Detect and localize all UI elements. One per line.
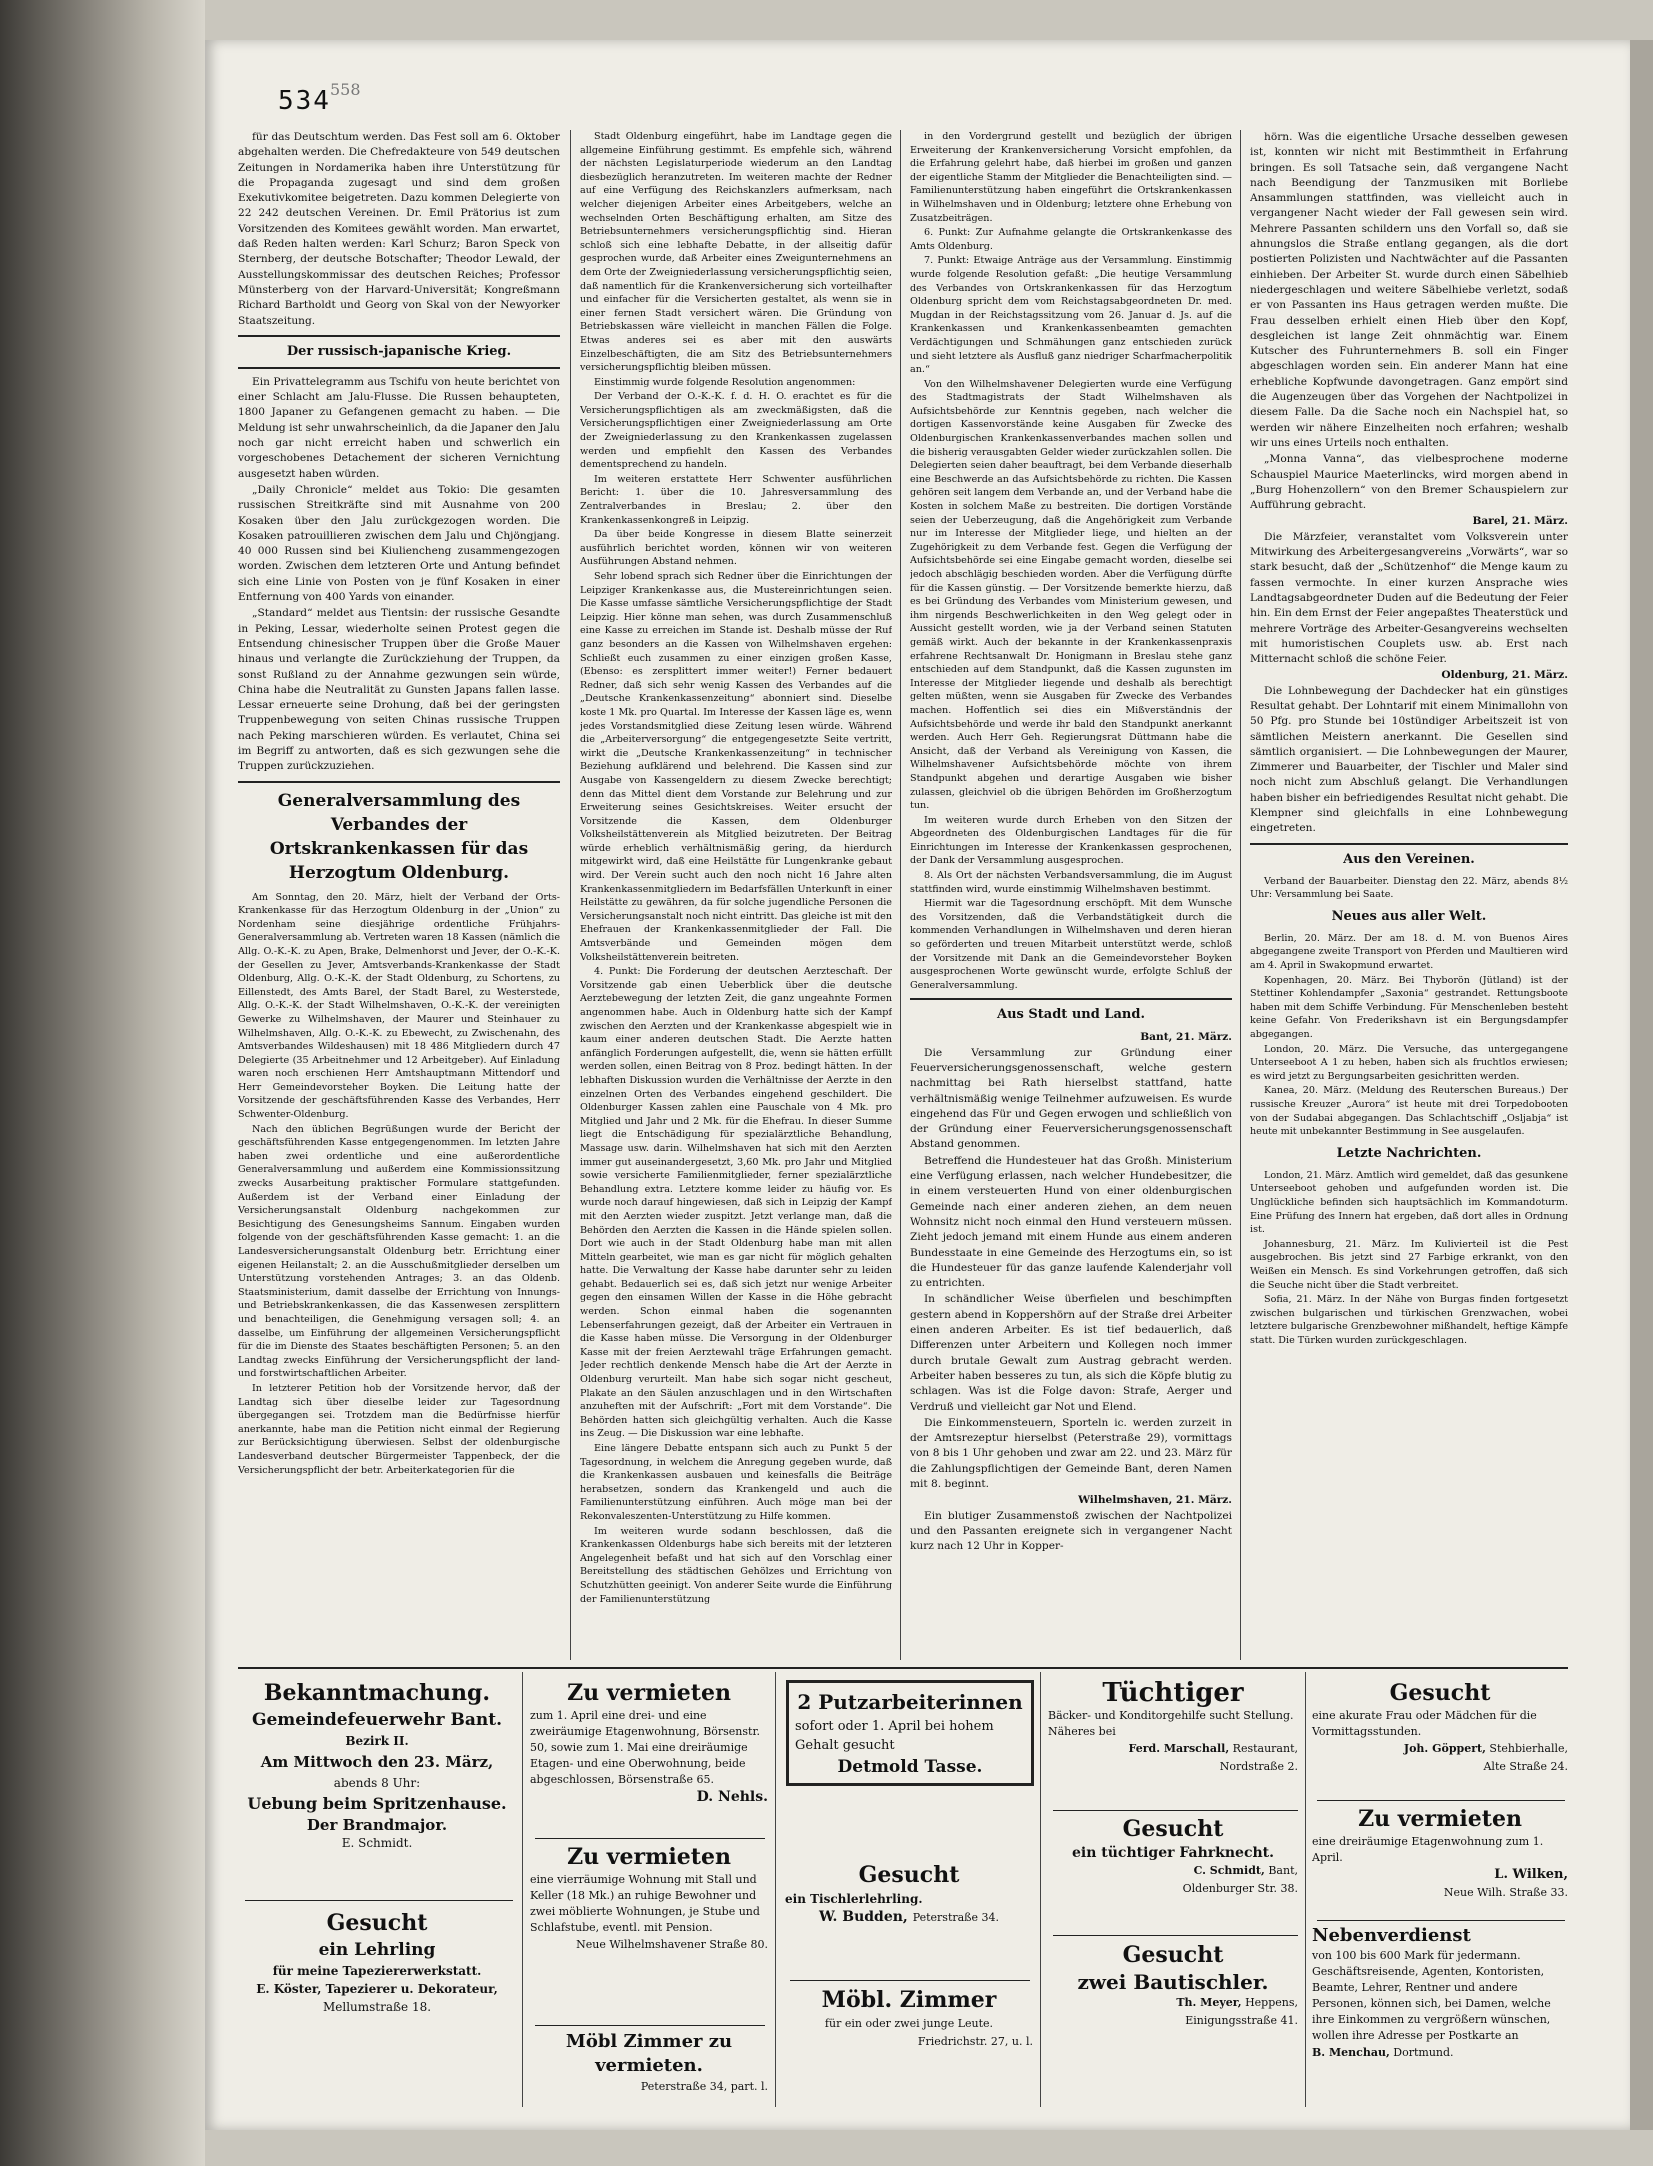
ad-rule [775, 1672, 776, 2107]
section-heading: Aus den Vereinen. [1343, 851, 1475, 867]
ad-body: eine vierräumige Wohnung mit Stall und Keller (18 Mk.) an ruhige Bewohner und zwei möblierte Wohnungen, je Stube und Schlafstube, eventl. mit Pension. [530, 1873, 760, 1934]
ads-top-rule [238, 1667, 1568, 1669]
ad-sign: L. Wilken, [1494, 1867, 1568, 1882]
ad-feuerwehr [238, 1678, 516, 1852]
dateline: Barel, 21. März. [1472, 515, 1568, 528]
ad-line: Uebung beim Spritzenhause. [247, 1794, 507, 1813]
ad-title: Gesucht [1122, 1942, 1224, 1968]
ad-sign [785, 1908, 1033, 1927]
ad-address: Einigungsstraße 41. [1185, 2014, 1298, 2027]
article-text: Die Einkommensteuern, Sporteln ic. werden zurzeit in der Amtsrezeptur hierselbst (Peterstraße 29), vormittags von 8 bis 1 Uhr gehoben und zwar am 22. und 23. März für die Zahlungspflichtigen der Gemeinde Bant, deren Namen mit 8. beginnt. [910, 1416, 1232, 1491]
ad-frau-maedchen [1312, 1678, 1568, 1776]
ad-line: abends 8 Uhr: [333, 1776, 421, 1790]
ad-sign: Detmold Tasse. [837, 1757, 983, 1777]
ad-title: Möbl. Zimmer [821, 1987, 997, 2013]
article-text: 4. Punkt: Die Forderung der deutschen Aerzteschaft. Der Vorsitzende gab einen Ueberblick über die deutsche Aerztebewegung der letzten Zeit, die ganz ungeahnte Formen angenommen habe. Auch in Oldenburg hatte sich der Kampf zwischen den Aerzten und der Krankenkasse abgespielt wie in kaum einer anderen deutschen Stadt. Die Aerzte hatten anfänglich Forderungen aufgestellt, die, wenn sie hätten erfüllt werden sollen, einen Beitrag von 8 Proz. bedingt hätten. In der lebhaften Diskussion wurden die Verhältnisse der Aerzte in den einzelnen Orten des Verbandes eingehend geschildert. Die Oldenburger Kassen zahlen eine Pauschale von 4 Mk. pro Mitglied und Jahr und 2 Mk. für die Ehefrau. In dieser Summe liegt die Entschädigung für spezialärztliche Behandlung, Massage usw. darin. Wilhelmshaven hat sich mit den Aerzten immer gut auseinandergesetzt, 3,60 Mk. pro Jahr und Mitglied sowie versicherte Familienmitglieder, ferner spezialärztliche Behandlung extra. Letztere komme leider zu häufig vor. Es wurde noch darauf hingewiesen, daß sich in Leipzig der Kampf mit den Aerzten wieder zuspitzt. Jetzt verlange man, daß die Behörden den Aerzten die Kassen in die Hände spielen sollen. Dort wie auch in der Stadt Oldenburg habe man mit allen Mitteln gearbeitet, wie man es gar nicht für möglich gehalten hatte. Die Verwaltung der Kasse habe darunter sehr zu leiden gehabt. Bedauerlich sei es, daß sich jetzt nur wenige Arbeiter gegen den einsamen Willen der Kasse in die Höhe gebracht werden. Schon einmal haben die sogenannten Lebenserfahrungen gezeigt, daß der Arbeiter ein Vertrauen in die Kasse haben müsse. Die Versorgung in der Oldenburger Kasse mit der freien Aerztewahl träge Erfahrungen gemacht. Jeder rechtlich denkende Mensch habe die Art der Aerzte in Oldenburg verurteilt. Man habe sich sogar nicht gescheut, Plakate an den Säulen anzuschlagen und in den Wirtschaften anzuheften mit der Aufschrift: „Fort mit dem Vorstande“. Die Behörden hatten sich gleichgültig verhalten. Auch die Kasse ins Zeug. — Die Diskussion war eine lebhafte. [580, 966, 892, 1440]
ad-putzarbeiterinnen [786, 1680, 1034, 1786]
divider [238, 367, 560, 369]
book-binding [0, 0, 205, 2166]
ad-body: ein tüchtiger Fahrknecht. [1072, 1845, 1274, 1861]
ad-moebl-zimmer-1 [530, 2030, 768, 2096]
column-4 [1250, 130, 1568, 1660]
ad-body: für ein oder zwei junge Leute. [824, 2017, 994, 2030]
ad-line: E. Schmidt. [341, 1836, 413, 1850]
section-heading: Der russisch-japanische Krieg. [286, 343, 512, 359]
article-text: Johannesburg, 21. März. Im Kulivierteil ist die Pest ausgebrochen. Bis jetzt sind 27 Farbige erkrankt, von den Weißen ein Mensch. Es sind Vorkehrungen getroffen, daß sich die Seuche nicht über die Stadt verbreitet. [1250, 1238, 1568, 1291]
column-2 [580, 130, 892, 1660]
ad-line: Bezirk II. [345, 1734, 409, 1748]
ad-title: Tüchtiger [1102, 1678, 1244, 1708]
article-text: Ein Privattelegramm aus Tschifu von heute berichtet von einer Schlacht am Jalu-Flusse. Die Russen behaupteten, 1800 Japaner zu Gefangenen gemacht zu haben. — Die Meldung ist sehr unwahrscheinlich, da die Japaner den Jalu noch gar nicht erreicht haben und schwerlich ein vorgeschobenes Detachement der sicheren Vernichtung ausgesetzt haben würden. [238, 375, 560, 480]
ad-line: für meine Tapeziererwerkstatt. [272, 1964, 482, 1978]
ad-sign-name: B. Menchau, [1312, 2046, 1390, 2059]
article-text: in den Vordergrund gestellt und bezüglich der übrigen Erweiterung der Krankenversicherung Vorsicht empfohlen, da die Erfahrung gelehrt habe, daß hierbei im großen und ganzen der eigentliche Stamm der Mitglieder die Benachteiligten sind. — Familienunterstützung haben eingeführt die Ortskrankenkassen in Wilhelmshaven und in Oldenburg; letztere ohne Erhebung von Zusatzbeiträgen. [910, 131, 1232, 224]
ad-divider [535, 2025, 765, 2026]
ad-title: Zu vermieten [567, 1680, 731, 1706]
article-text: Verband der Bauarbeiter. Dienstag den 22. März, abends 8½ Uhr: Versammlung bei Saate. [1250, 875, 1568, 901]
ad-address: Peterstraße 34, part. l. [640, 2080, 768, 2093]
article-text: hörn. Was die eigentliche Ursache desselben gewesen ist, konnten wir nicht mit Bestimmtheit in Erfahrung bringen. Es soll Tatsache sein, daß vergangene Nacht nach Beendigung der Tanzmusiken mit Borliebe Ansammlungen stattfinden, was vielleicht auch in vergangener Nacht wieder der Fall gewesen sein wird. Mehrere Passanten schildern uns den Vorfall so, daß sie ahnungslos die Straße entlang gegangen, als die dort postierten Polizisten und Nachtwächter auf die Passanten einhieben. Der Arbeiter St. wurde durch einen Säbelhieb niedergeschlagen und weitere Säbelhiebe verletzt, sodaß er von Passanten ins Haus getragen werden mußte. Die Frau desselben erhielt einen Hieb über den Kopf, desgleichen ist lange Zeit ohnmächtig war. Einem Kutscher des Fuhrunternehmers B. soll ein Finger abgeschlagen worden sein. Ein anderer Mann hat eine erhebliche Kopfwunde davongetragen. Ganz empört sind die Augenzeugen über das Vorgehen der Nachtpolizei in diesem Falle. Da die Sache noch ein Nachspiel hat, so werden wir nähere Einzelheiten noch erfahren; weshalb wir uns eines Urteils noch enthalten. [1250, 131, 1568, 449]
ad-address: Neue Wilh. Straße 33. [1443, 1886, 1568, 1899]
page-number-faint: 558 [330, 80, 361, 99]
divider [910, 998, 1232, 1000]
article-text: Nach den üblichen Begrüßungen wurde der Bericht der geschäftsführenden Kasse entgegengenommen. Im letzten Jahre haben zwei ordentliche und eine außerordentliche Generalversammlung und außerdem eine Kommissionssitzung zwecks Ausarbeitung praktischer Formulare stattgefunden. Außerdem ist der Verband einer Einladung der Versicherungsanstalt Oldenburg nachgekommen zur Besichtigung des Genesungsheims Sannum. Eingaben wurden folgende von der geschäftsführenden Kasse gemacht: 1. an die Landesversicherungsanstalt Oldenburg betr. Errichtung einer eigenen Heilanstalt; 2. an die Ausschußmitglieder derselben um Unterstützung vorstehenden Antrages; 3. an das Oldenb. Staatsministerium, damit dasselbe der Errichtung von Innungs- und Betriebskrankenkassen, die das Kassenwesen zersplittern und benachteiligen, die Genehmigung versagen soll; 4. an dasselbe, um Einführung der allgemeinen Versicherungspflicht für die im Dienste des Staates beschäftigten Personen; 5. an den Landtag zwecks Einführung der Versicherungspflicht der land- und forstwirtschaftlichen Arbeiter. [238, 1123, 560, 1380]
ad-sign [1048, 1740, 1298, 1758]
ad-divider [1053, 1810, 1298, 1811]
ad-body: zwei Bautischler. [1077, 1970, 1269, 1994]
article-text: Berlin, 20. März. Der am 18. d. M. von Buenos Aires abgegangene zweite Transport von Pferden und Maultieren wird am 4. April in Swakopmund erwartet. [1250, 932, 1568, 972]
section-heading: Neues aus aller Welt. [1331, 908, 1487, 924]
ad-address: Oldenburger Str. 38. [1182, 1882, 1298, 1895]
ad-fahrknecht [1048, 1814, 1298, 1898]
ad-sign: D. Nehls. [696, 1789, 768, 1805]
ad-address: Dortmund. [1393, 2046, 1454, 2059]
article-text: Sofia, 21. März. In der Nähe von Burgas finden fortgesetzt zwischen bulgarischen und türkischen Grenzwachen, wobei letztere bulgarische Grenzbewohner mißhandelt, heftige Kämpfe statt. Die Türken wurden zurückgeschlagen. [1250, 1294, 1568, 1346]
column-1 [238, 130, 560, 1660]
ad-line: E. Köster, Tapezierer u. Dekorateur, [256, 1982, 498, 1996]
ad-title: Zu vermieten [567, 1844, 731, 1870]
ad-sign [1312, 1740, 1568, 1758]
ad-address: Alte Straße 24. [1483, 1760, 1568, 1773]
ad-sign-detail: Heppens, [1245, 1996, 1298, 2009]
article-text: Da über beide Kongresse in diesem Blatte seinerzeit ausführlich berichtet worden, können wir von weiteren Ausführungen Abstand nehmen. [580, 529, 892, 568]
ad-line: Mellumstraße 18. [322, 2000, 432, 2014]
ad-divider [1317, 1800, 1565, 1801]
ad-rule [1040, 1672, 1041, 2107]
ad-body: eine dreiräumige Etagenwohnung zum 1. April. [1312, 1835, 1544, 1864]
divider [1250, 843, 1568, 845]
column-rule [1240, 130, 1241, 1660]
article-text: In schändlicher Weise überfielen und beschimpften gestern abend in Koppershörn auf der Straße drei Arbeiter einen anderen Arbeiter. Es ist tief bedauerlich, daß Differenzen unter Arbeitern und Kollegen noch immer durch brutale Gewalt zum Austrag gebracht werden. Arbeiter haben besseres zu tun, als sich die Köpfe blutig zu schlagen. Was ist die Folge davon: Strafe, Aerger und Verdruß und vielleicht gar Not und Elend. [910, 1293, 1232, 1413]
ad-body: Bäcker- und Konditorgehilfe sucht Stellung. Näheres bei [1048, 1709, 1294, 1738]
dateline: Oldenburg, 21. März. [1441, 669, 1568, 682]
article-text: „Standard“ meldet aus Tientsin: der russische Gesandte in Peking, Lessar, wiederholte seinen Protest gegen die Entsendung chinesischer Truppen über die Große Mauer hinaus und verlangte die Zurückziehung der Truppen, da sonst Rußland zu der Annahme gezwungen sein würde, China habe die Neutralität zu Gunsten Japans fallen lasse. Lessar erneuerte seine Drohung, daß bei der geringsten Truppenbewegung von seiten Chinas russische Truppen nach Peking marschieren würden. Es verlautet, China sei im Begriff zu antworten, daß es sich gezwungen sehe die Truppen zurückzuziehen. [238, 607, 560, 773]
article-text: Von den Wilhelmshavener Delegierten wurde eine Verfügung des Stadtmagistrats der Stadt Wilhelmshaven als Aufsichtsbehörde zur Kenntnis gegeben, nach welcher die dortigen Kassenvorstände keine Ausgaben für Zwecke des Oldenburgischen Krankenkassenverbandes machen sollen und die bisherig verausgabten Gelder wieder zurückzahlen sollen. Die Delegierten seien daher beauftragt, bei dem Verbande dieserhalb eine Beschwerde an das Aufsichtsbehörde zu richten. Die Kassen gehören seit langem dem Verbande an, und der Verband habe die Kosten in solchem Maße zu bestreiten. Die dortigen Vorstände seien der Ueberzeugung, daß die Angehörigkeit zum Verbande nur im Interesse der Mitglieder liege, und hielten an der Zugehörigkeit zu dem Verbande fest. Gegen die Verfügung der Aufsichtsbehörde sei eine Eingabe gemacht worden, dieselbe sei jedoch abschlägig beschieden worden. Aber die Verfügung dürfte für die Kassen günstig. — Der Vorsitzende bemerkte hierzu, daß es bei Gründung des Verbandes vom Ministerium gewesen, und ihm nirgends Beschwerlichkeiten in den Weg gelegt oder in Aussicht gestellt worden, wie ja der Verband seinen Statuten gemäß wirkt. Auch der bekannte in der Krankenkassenpraxis erfahrene Rechtsanwalt Dr. Honigmann in Breslau stehe ganz entschieden auf dem Standpunkt, daß die Kassen zugunsten im Interesse der Mitglieder liegende und deshalb als berechtigt gelten müßten, wenn sie Ausgaben für Zwecke des Verbandes machen. Hoffentlich sei dies ein Mißverständnis der Aufsichtsbehörde und werde ihr bald den Standpunkt anerkannt werden. Auch Herr Geh. Regierungsrat Düttmann habe die Ansicht, daß der Verband als Vereinigung von Kassen, die Wilhelmshavener Aufsichtsbehörde möchte von ihrem Standpunkt abgehen und derartige Ausgaben wie bisher zulassen, gleichviel ob die übrigen Behörden im Großherzogtum tun. [910, 378, 1232, 812]
ad-divider [1317, 1920, 1565, 1921]
article-text: für das Deutschtum werden. Das Fest soll am 6. Oktober abgehalten werden. Die Chefredakteure von 549 deutschen Zeitungen in Nordamerika haben ihre Unterstützung für die Propaganda zugesagt und sind dem großen Exekutivkomitee beigetreten. Dazu kommen Delegierte von 22 242 deutschen Vereinen. Dr. Emil Prätorius ist zum Vorsitzenden des Komitees gewählt worden. Man erwartet, daß Reden halten werden: Karl Schurz; Baron Speck von Sternberg, der deutsche Botschafter; Theodor Lewald, der Ausstellungskommissar des deutschen Reiches; Professor Münsterberg von der Harvard-Universität; Kongreßmann Richard Bartholdt und Georg von Skal von der Newyorker Staatszeitung. [238, 131, 560, 327]
article-text: Am Sonntag, den 20. März, hielt der Verband der Orts-Krankenkasse für das Herzogtum Oldenburg in der „Union“ zu Nordenham seine diesjährige ordentliche Frühjahrs-Generalversammlung ab. Vertreten waren 18 Kassen (nämlich die Allg. O.-K.-K. zu Apen, Brake, Delmenhorst und Jever, der O.-K.-K. der Gesellen zu Jever, Amtsverbands-Krankenkasse der Stadt Oldenburg, Allg. O.-K.-K. der Stadt Oldenburg, zu Schortens, zu Eillenstedt, des Amts Barel, der Stadt Barel, zu Westerstede, Allg. O.-K.-K. der Stadt Wilhelmshaven, O.-K.-K. der vereinigten Gewerke zu Wilhelmshaven, der Maurer und Steinhauer zu Wilhelmshaven, Allg. O.-K.-K. zu Ebewecht, zu Zwischenahn, des Amtsverbandes Wildeshausen) mit 18 486 Mitgliedern durch 47 Delegierte (35 Arbeitnehmer und 12 Arbeitgeber). Auf Einladung waren noch erschienen Herr Amtshauptmann Mittendorf und Herr Gemeindevorsteher Boyken. Die Leitung hatte der Vorsitzende der geschäftsführenden Kasse des Verbandes, Herr Schwenter-Oldenburg. [238, 891, 560, 1121]
ad-title: Nebenverdienst [1312, 1925, 1471, 1946]
article-text: „Monna Vanna“, das vielbesprochene moderne Schauspiel Maurice Maeterlincks, wird morgen abend in „Burg Hohenzollern“ von den Bremer Schauspielern zur Aufführung gebracht. [1250, 453, 1568, 512]
article-text: Im weiteren wurde sodann beschlossen, daß die Krankenkassen Oldenburgs habe sich bereits mit der letzteren Angelegenheit befaßt und hat sich auf den Vorschlag einer Bereitstellung des städtischen Gehölzes und Errichtung von Schutzhütten geeinigt. Von anderer Seite wurde die Einführung der Familienunterstützung [580, 1525, 892, 1605]
article-text: In letzterer Petition hob der Vorsitzende hervor, daß der Landtag sich über dieselbe leider zur Tagesordnung übergegangen sei. Trotzdem man die Bedürfnisse hierfür anerkannte, habe man die Petition nicht einmal der Regierung zur Berücksichtigung überwiesen. Selbst der oldenburgische Landesverband deutscher Bürgermeister Tappenbeck, der die Versicherungspflicht der betr. Arbeiterkategorien für die [238, 1382, 560, 1476]
ad-line: Der Brandmajor. [306, 1816, 448, 1834]
article-text: Der Verband der O.-K.-K. f. d. H. O. erachtet es für die Versicherungspflichtigen als am zweckmäßigsten, daß die Versicherungspflichtigen einer Zweigniederlassung am Orte der Zweigniederlassung zu den Krankenkassen zugelassen werden und empfiehlt den Kassen des Verbandes dementsprechend zu handeln. [580, 391, 892, 471]
article-text: Sehr lobend sprach sich Redner über die Einrichtungen der Leipziger Krankenkasse aus, die Mustereinrichtungen seien. Die Kasse umfasse sämtliche Versicherungspflichtige der Stadt Leipzig. Hier könne man sehen, was durch Zusammenschluß eine Kasse zu erreichen im Stande ist. Deshalb müsse der Ruf ganz besonders an die Kassen von Wilhelmshaven ergehen: Schließt euch zusammen zu einer einzigen großen Kasse, (Ebenso: es zersplittert immer weiter!) Ferner bedauert Redner, daß sich sehr wenig Kassen des Verbandes auf die „Deutsche Krankenkassenzeitung“ abonniert sind. Dieselbe koste 1 Mk. pro Quartal. Im Interesse der Kassen läge es, wenn jedes Vorstandsmitglied diese Zeitung lesen würde. Während die „Arbeiterversorgung“ die entgegengesetzte Seite vertritt, wirkt die „Deutsche Krankenkassenzeitung“ in technischer Beziehung aufklärend und belehrend. Die Kassen sind zur Ausgabe von Kassengeldern zu diesem Zwecke berechtigt; denn das Mittel dient dem Vorstande zur Belehrung und zur Erweiterung seines Gesichtskreises. Weiter ersucht der Vorsitzende die Kassen, dem Oldenburger Volksheilstättenverein als Mitglied beizutreten. Der Beitrag würde erheblich verhältnismäßig gering, da hierdurch mitgewirkt wird, daß eine Heilstätte für Lungenkranke gebaut wird. Der Verein sucht auch den noch nicht 16 Jahre alten Krankenkassenmitgliedern im Bedarfsfällen Unterkunft in einer Heilstätte zu gewähren, da für solche jugendliche Personen die Versicherungsanstalt noch nicht eintritt. Das gleiche ist mit den Ehefrauen der Krankenkassenmitglieder der Fall. Die Amtsverbände und Gemeinden mögen dem Volksheilstättenverein beitreten. [580, 571, 892, 963]
section-heading: Aus Stadt und Land. [997, 1007, 1145, 1023]
ad-divider [535, 1838, 765, 1839]
ad-address: Friedrichstr. 27, u. l. [917, 2035, 1033, 2048]
article-text: „Daily Chronicle“ meldet aus Tokio: Die gesamten russischen Streitkräfte sind mit Ausnahme von 200 Kosaken über den Jalu zurückgezogen worden. Die Kosaken patrouillieren zwischen dem Jalu und Chjöngjang. 40 000 Russen sind bei Kiuliencheng zusammengezogen worden. Zwischen dem letzteren Orte und Antung befindet sich eine Linie von Posten von je fünf Kosaken in einer Entfernung von 400 Yards von einander. [238, 483, 560, 604]
ad-sign-name: Ferd. Marschall, [1128, 1742, 1230, 1755]
ad-baeckergehilfe [1048, 1678, 1298, 1776]
ad-sign [1048, 1994, 1298, 2012]
ad-rule [1305, 1672, 1306, 2107]
ad-title: Bekanntmachung. [263, 1680, 491, 1706]
ad-title: Gesucht [858, 1862, 960, 1888]
ad-divider [790, 1980, 1030, 1981]
ad-vermieten-3 [1312, 1804, 1568, 1902]
ad-sign-detail: Stehbierhalle, [1489, 1742, 1568, 1755]
ad-sign-name: C. Schmidt, [1193, 1864, 1265, 1877]
ad-title: Gesucht [1389, 1680, 1491, 1706]
ad-address: Nordstraße 2. [1219, 1760, 1298, 1773]
ad-lehrling [238, 1908, 516, 2016]
ad-tischlerlehrling [785, 1860, 1033, 1927]
ad-title: Gesucht [1122, 1816, 1224, 1842]
ad-title: 2 Putzarbeiterinnen [797, 1690, 1023, 1714]
article-text: Stadt Oldenburg eingeführt, habe im Landtage gegen die allgemeine Einführung gestimmt. Es empfehle sich, während der nächsten Legislaturperiode wiederum an den Landtag diesbezüglich heranzutreten. Im weiteren machte der Redner auf eine Verfügung des Reichskanzlers aufmerksam, nach welcher diejenigen Arbeiter eines Arbeitgebers, welche an wechselnden Orten Beschäftigung erhalten, am Sitze des Betriebsunternehmers versicherungspflichtig sind. Hieran schloß sich eine lebhafte Debatte, in der allseitig dafür gesprochen wurde, daß Arbeiter eines Zweigunternehmens an dem Orte der Zweigniederlassung versicherungspflichtig seien, daß namentlich für die Krankenversicherung sich vorteilhafter und einfacher für die Versicherten gestaltet, als wenn sie in einer fernen Stadt versichert wären. Die Gründung von Betriebskassen wäre vielleicht in manchen Fällen die Folge. Etwas anderes sei es aber mit den auswärts Einzelbeschäftigten, die am Sitz des Betriebsunternehmers versicherungspflichtig bleiben müssen. [580, 131, 892, 374]
column-rule [900, 130, 901, 1660]
ad-sign-detail: Restaurant, [1232, 1742, 1298, 1755]
ad-body: sofort oder 1. April bei hohem Gehalt gesucht [795, 1719, 994, 1753]
article-text: Betreffend die Hundesteuer hat das Großh. Ministerium eine Verfügung erlassen, nach welcher Hundebesitzer, die in einem versteuerten Hund von einer oldenburgischen Gemeinde nach einer anderen ziehen, an dem neuen Wohnsitz nicht noch einmal den Hund versteuern müssen. Zieht jedoch jemand mit einem Hunde aus einem anderen Bundesstaate in eine Gemeinde des Herzogtums ein, so ist die Hundesteuer für das ganze laufende Kalenderjahr voll zu entrichten. [910, 1154, 1232, 1290]
ad-sign [1312, 2044, 1568, 2062]
divider [238, 781, 560, 783]
page-edge [1630, 40, 1653, 2130]
ad-moebl-zimmer-2 [785, 1985, 1033, 2051]
ad-line: Gemeindefeuerwehr Bant. [251, 1710, 503, 1730]
ad-body: von 100 bis 600 Mark für jedermann. Geschäftsreisende, Agenten, Kontoristen, Beamte, Lehrer, Rentner und andere Personen, können sich, bei Damen, welche ihre Einkommen zu vergrößern wünschen, wollen ihre Adresse per Postkarte an [1312, 1949, 1551, 2042]
ad-title: Zu vermieten [1358, 1806, 1522, 1832]
article-text: Kanea, 20. März. (Meldung des Reuterschen Bureaus.) Der russische Kreuzer „Aurora“ ist heute mit drei Torpedobooten von der Sudabai abgegangen. Das Schlachtschiff „Osljabja“ ist heute mit unbekannter Bestimmung in See ausgelaufen. [1250, 1085, 1568, 1138]
ad-body: ein Tischlerlehrling. [785, 1892, 923, 1906]
ad-line: Am Mittwoch den 23. März, [260, 1753, 494, 1771]
ad-sign-name: Joh. Göppert, [1403, 1742, 1486, 1755]
ad-title: Möbl Zimmer zu vermieten. [565, 2031, 733, 2076]
page-number: 534 [278, 86, 331, 116]
ad-vermieten-2 [530, 1842, 768, 1954]
article-text: Ein blutiger Zusammenstoß zwischen der Nachtpolizei und den Passanten ereignete sich in vergangener Nacht kurz nach 12 Uhr in Kopper- [910, 1509, 1232, 1553]
ad-line: ein Lehrling [318, 1940, 436, 1960]
ad-sign-detail: Bant, [1268, 1864, 1298, 1877]
ad-rule [522, 1672, 523, 2107]
ad-address: Neue Wilhelmshavener Straße 80. [576, 1938, 768, 1951]
ad-vermieten-1 [530, 1678, 768, 1806]
section-heading: Generalversammlung des Verbandes der Ortskrankenkassen für das Herzogtum Oldenburg. [269, 790, 529, 883]
article-text: Eine längere Debatte entspann sich auch zu Punkt 5 der Tagesordnung, in welchem die Anregung gegeben wurde, daß die Krankenkassen ausbauen und keinesfalls die Beiträge herabsetzen, sondern das Krankengeld und auch die Familienunterstützung einführen. Auch möge man bei der Rekonvaleszenten-Unterstützung zu Hilfe kommen. [580, 1443, 892, 1522]
article-text: 6. Punkt: Zur Aufnahme gelangte die Ortskrankenkasse des Amts Oldenburg. [910, 227, 1232, 252]
article-text: Hiermit war die Tagesordnung erschöpft. Mit dem Wunsche des Vorsitzenden, daß die Verbandstätigkeit durch die kommenden Verhandlungen in Wilhelmshaven und deren hieran so geförderten und treuen Mitarbeit unterstützt werde, schloß der Vorsitzende mit Dank an die Gemeindevorsteher Boyken ausgesprochenen Worte gewünscht wurde, erfolgte Schluß der Generalversammlung. [910, 898, 1232, 991]
ad-divider [1053, 1935, 1298, 1936]
ad-title: Gesucht [326, 1910, 428, 1936]
divider [238, 335, 560, 337]
ad-divider [245, 1900, 513, 1901]
column-rule [570, 130, 571, 1660]
ad-body: zum 1. April eine drei- und eine zweiräumige Etagenwohnung, Börsenstr. 50, sowie zum 1. Mai eine dreiräumige Etagen- und eine Oberwohnung, beide abgeschlossen, Börsenstraße 65. [530, 1709, 761, 1786]
article-text: Die Märzfeier, veranstaltet vom Volksverein unter Mitwirkung des Arbeitergesangvereins „Vorwärts“, war so stark besucht, daß der „Schützenhof“ die Menge kaum zu fassen vermochte. In einer kurzen Ansprache wies Landtagsabgeordneter Duden auf die Bedeutung der Feier hin. Ein dem Ernst der Feier angepaßtes Theaterstück und mehrere Vorträge des Arbeiter-Gesangvereins wechselten mit humoristischen Couplets usw. ab. Erst nach Mitternacht schloß die schöne Feier. [1250, 530, 1568, 666]
article-text: Einstimmig wurde folgende Resolution angenommen: [594, 376, 856, 388]
article-text: London, 20. März. Die Versuche, das untergegangene Unterseeboot A 1 zu heben, haben sich als fruchtlos erwiesen; es wird jetzt zu Bergungsarbeiten gesichritten werden. [1250, 1043, 1568, 1082]
article-text: Kopenhagen, 20. März. Bei Thyborön (Jütland) ist der Stettiner Kohlendampfer „Saxonia“ gestrandet. Rettungsboote haben mit dem Schiffe Verbindung. Für Menschenleben besteht keine Gefahr. Von Frederikshavn ist ein Bergungsdampfer abgegangen. [1250, 974, 1568, 1040]
ad-address: Peterstraße 34. [912, 1911, 1000, 1924]
article-text: 8. Als Ort der nächsten Verbandsversammlung, die im August stattfinden wird, wurde einstimmig Wilhelmshaven bestimmt. [910, 870, 1232, 895]
dateline: Wilhelmshaven, 21. März. [1078, 1494, 1232, 1507]
column-3 [910, 130, 1232, 1660]
article-text: Die Versammlung zur Gründung einer Feuerversicherungsgenossenschaft, welche gestern nachmittag bei Rath hierselbst stattfand, hatte verhältnismäßig wenige Teilnehmer aufzuweisen. Es wurde eingehend das Für und Gegen erwogen und schließlich von der Gründung einer Feuerversicherungsgenossenschaft Abstand genommen. [910, 1046, 1232, 1151]
ad-nebenverdienst [1312, 1924, 1568, 2062]
article-text: Die Lohnbewegung der Dachdecker hat ein günstiges Resultat gehabt. Der Lohntarif mit einem Minimallohn von 50 Pfg. pro Stunde bei 10stündiger Arbeitszeit ist von sämtlichen Meistern anerkannt. Die Gesellen sind sämtlich organisiert. — Die Lohnbewegungen der Maurer, Zimmerer und Bauarbeiter, der Tischler und Maler sind noch nicht zum Abschluß gelangt. Die Verhandlungen haben bisher ein befriedigendes Resultat nicht gehabt. Die Klempner sind gleichfalls in eine Lohnbewegung eingetreten. [1250, 684, 1568, 835]
article-text: Im weiteren erstattete Herr Schwenter ausführlichen Bericht: 1. über die 10. Jahresversammlung des Zentralverbandes in Breslau; 2. über den Krankenkassenkongreß in Leipzig. [580, 473, 892, 526]
article-text: Im weiteren wurde durch Erheben von den Sitzen der Abgeordneten des Oldenburgischen Landtages für die für Einrichtungen im Interesse der Krankenkassen gesprochenen, der Dank der Versammlung ausgesprochen. [910, 814, 1232, 867]
ad-sign-name: Th. Meyer, [1176, 1996, 1242, 2009]
ad-sign [1048, 1862, 1298, 1880]
dateline: Bant, 21. März. [1140, 1031, 1232, 1044]
ad-sign-name: W. Budden, [818, 1909, 908, 1925]
article-text: London, 21. März. Amtlich wird gemeldet, daß das gesunkene Unterseeboot gehoben und aufgefunden worden ist. Die Unglückliche befinden sich hauptsächlich im Kommandoturm. Eine Prüfung des Innern hat ergeben, daß dort alles in Ordnung ist. [1250, 1169, 1568, 1236]
ad-bautischler [1048, 1940, 1298, 2030]
article-text: 7. Punkt: Etwaige Anträge aus der Versammlung. Einstimmig wurde folgende Resolution gefaßt: „Die heutige Versammlung des Verbandes von Ortskrankenkassen für das Herzogtum Oldenburg spricht dem vom Reichstagsabgeordneten Dr. med. Mugdan in der Reichstagssitzung vom 26. Januar d. Js. auf die Krankenkassen und Krankenkassenbeamten gemachten Verdächtigungen und Schmähungen ganz entschieden zurück und sieht letztere als Ausfluß ganz niedriger Scharfmacherpolitik an.“ [910, 255, 1232, 376]
section-heading: Letzte Nachrichten. [1336, 1145, 1482, 1161]
ad-body: eine akurate Frau oder Mädchen für die Vormittagsstunden. [1312, 1709, 1537, 1738]
